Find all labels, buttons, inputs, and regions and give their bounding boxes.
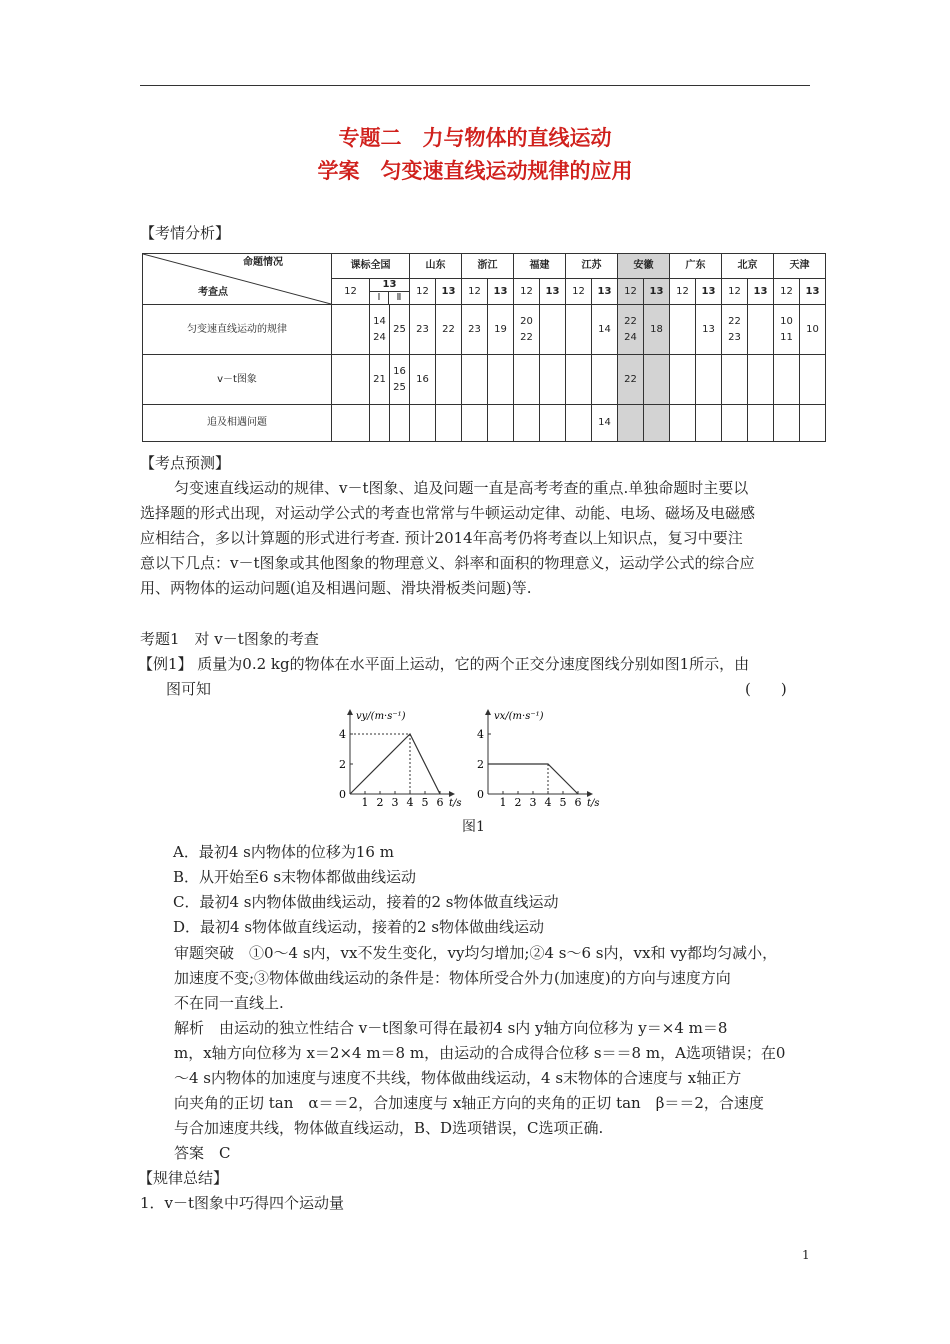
- table-cell: [514, 355, 540, 405]
- section-analysis: 【考情分析】: [140, 224, 231, 242]
- title-main: 专题二 力与物体的直线运动: [338, 126, 612, 150]
- table-cell: [436, 405, 462, 442]
- table-cell: 18: [644, 305, 670, 355]
- table-row: [143, 405, 826, 442]
- option-d: D．最初4 s物体做直线运动，接着的2 s物体做曲线运动: [173, 918, 545, 936]
- analysis-line: 不在同一直线上.: [174, 994, 284, 1012]
- year-header: 13: [592, 279, 618, 305]
- table-cell: [592, 355, 618, 405]
- x-tick-label: 6: [436, 796, 444, 809]
- year-header: 12: [410, 279, 436, 305]
- answer-brackets: ( ): [745, 680, 787, 698]
- year-13: 13: [382, 279, 397, 290]
- year-header: 13: [696, 279, 722, 305]
- x-tick-label: 3: [529, 796, 537, 809]
- table-cell: [332, 405, 370, 442]
- prediction-text: [140, 476, 812, 601]
- table-cell: [696, 355, 722, 405]
- table-cell: [488, 355, 514, 405]
- prediction-line: 意以下几点：v－t图象或其他图象的物理意义、斜率和面积的物理意义，运动学公式的综合应: [140, 554, 755, 572]
- prediction-line: 用、两物体的运动问题(追及相遇问题、滑块滑板类问题)等.: [140, 579, 532, 597]
- table-cell: 10: [800, 305, 826, 355]
- table-row: [143, 355, 826, 405]
- table-cell: 19: [488, 305, 514, 355]
- year-header: 12: [514, 279, 540, 305]
- x-tick-label: 2: [376, 796, 384, 809]
- year-I: Ⅰ: [370, 292, 389, 304]
- analysis-line: 审题突破 ①0～4 s内，vx不发生变化，vy均匀增加;②4 s～6 s内，vx和 vy都均匀减小，: [174, 944, 778, 962]
- table-cell: 22 24: [618, 305, 644, 355]
- table-cell: [332, 305, 370, 355]
- y-tick-label: 0: [477, 788, 484, 801]
- option-b: B．从开始至6 s末物体都做曲线运动: [173, 868, 417, 886]
- prediction-line: 应相结合，多以计算题的形式进行考查. 预计2014年高考仍将考查以上知识点，复习中要注: [140, 529, 743, 547]
- analysis-line: 答案 C: [174, 1144, 231, 1162]
- region-header: 广东: [670, 254, 722, 279]
- table-cell: 14 24: [370, 305, 390, 355]
- table-cell: [670, 355, 696, 405]
- year-header: 13: [748, 279, 774, 305]
- region-header: 安徽: [618, 254, 670, 279]
- table-cell: 14: [592, 305, 618, 355]
- y-axis-label: vx/(m·s⁻¹): [494, 711, 544, 722]
- table-cell: [514, 405, 540, 442]
- y-tick-label: 4: [339, 728, 346, 741]
- year-header: 12: [332, 279, 370, 305]
- summary-heading: 【规律总结】: [138, 1169, 229, 1187]
- table-cell: [462, 405, 488, 442]
- table-corner: [143, 254, 332, 305]
- year-header: 12: [462, 279, 488, 305]
- table-cell: 16 25: [390, 355, 410, 405]
- region-header: 北京: [722, 254, 774, 279]
- summary-item-1: 1．v－t图象中巧得四个运动量: [140, 1194, 345, 1212]
- table-cell: [800, 405, 826, 442]
- x-tick-label: 2: [514, 796, 522, 809]
- y-axis-arrow: [347, 709, 353, 715]
- option-a: A．最初4 s内物体的位移为16 m: [173, 843, 394, 861]
- year-header: 12: [566, 279, 592, 305]
- title-sub: 学案 匀变速直线运动规律的应用: [317, 159, 633, 183]
- region-header: 课标全国: [332, 254, 410, 279]
- section-prediction: 【考点预测】: [140, 454, 231, 472]
- y-tick-label: 4: [477, 728, 484, 741]
- table-cell: [800, 355, 826, 405]
- example-line2: 图可知: [166, 680, 212, 698]
- table-cell: 22: [618, 355, 644, 405]
- table-cell: [410, 405, 436, 442]
- vx-chart: [478, 705, 618, 810]
- x-tick-label: 6: [574, 796, 582, 809]
- table-cell: [644, 355, 670, 405]
- table-cell: [436, 355, 462, 405]
- year-header: 12: [774, 279, 800, 305]
- analysis-line: 解析 由运动的独立性结合 v－t图象可得在最初4 s内 y轴方向位移为 y＝×4 m＝8: [174, 1019, 728, 1037]
- prediction-line: 匀变速直线运动的规律、v－t图象、追及问题一直是高考考查的重点.单独命题时主要以: [174, 479, 749, 497]
- region-header: 山东: [410, 254, 462, 279]
- y-axis-label: vy/(m·s⁻¹): [356, 711, 406, 722]
- table-cell: [566, 405, 592, 442]
- year-header: [370, 279, 410, 305]
- x-axis-arrow: [449, 791, 455, 797]
- table-cell: 13: [696, 305, 722, 355]
- table-cell: [774, 405, 800, 442]
- table-cell: [370, 405, 390, 442]
- analysis-text: [174, 941, 814, 1166]
- series-line: [488, 764, 578, 794]
- table-cell: [644, 405, 670, 442]
- x-tick-label: 1: [361, 796, 369, 809]
- page-number: 1: [802, 1248, 810, 1262]
- y-tick-label: 0: [339, 788, 346, 801]
- x-axis-label: t/s: [449, 798, 462, 809]
- corner-top: 命题情况: [243, 257, 283, 268]
- x-tick-label: 5: [421, 796, 429, 809]
- table-cell: [696, 405, 722, 442]
- topic-heading: 考题1 对 v－t图象的考查: [140, 630, 319, 648]
- year-header: 12: [618, 279, 644, 305]
- table-cell: 10 11: [774, 305, 800, 355]
- vy-chart: [340, 705, 480, 810]
- corner-bottom: 考查点: [198, 287, 228, 298]
- year-header: 13: [644, 279, 670, 305]
- region-header: 浙江: [462, 254, 514, 279]
- x-tick-label: 4: [406, 796, 414, 809]
- table-cell: 25: [390, 305, 410, 355]
- example-line1: 【例1】 质量为0.2 kg的物体在水平面上运动，它的两个正交分速度图线分别如图1所示，由: [138, 655, 750, 673]
- region-header: 福建: [514, 254, 566, 279]
- year-header: 13: [800, 279, 826, 305]
- header-rule: [140, 85, 810, 86]
- table-cell: [748, 305, 774, 355]
- x-axis-label: t/s: [587, 798, 600, 809]
- year-header: 13: [540, 279, 566, 305]
- row-label: 追及相遇问题: [143, 405, 332, 442]
- table-cell: 21: [370, 355, 390, 405]
- table-row: [143, 305, 826, 355]
- exam-table: [142, 253, 826, 442]
- table-cell: [540, 305, 566, 355]
- table-cell: 22 23: [722, 305, 748, 355]
- region-header: 天津: [774, 254, 826, 279]
- y-tick-label: 2: [339, 758, 346, 771]
- table-cell: [748, 405, 774, 442]
- year-header: 13: [436, 279, 462, 305]
- analysis-line: m，x轴方向位移为 x＝2×4 m＝8 m，由运动的合成得合位移 s＝＝8 m，A选项错误；在0: [174, 1044, 786, 1062]
- option-c: C．最初4 s内物体做曲线运动，接着的2 s物体做直线运动: [173, 893, 559, 911]
- analysis-line: ～4 s内物体的加速度与速度不共线，物体做曲线运动，4 s末物体的合速度与 x轴正方: [174, 1069, 742, 1087]
- table-cell: [390, 405, 410, 442]
- series-line: [350, 734, 440, 794]
- table-cell: [566, 355, 592, 405]
- x-tick-label: 4: [544, 796, 552, 809]
- table-cell: [748, 355, 774, 405]
- year-II: Ⅱ: [396, 292, 402, 303]
- table-cell: [670, 305, 696, 355]
- x-axis-arrow: [587, 791, 593, 797]
- table-cell: [462, 355, 488, 405]
- analysis-line: 与合加速度共线，物体做直线运动，B、D选项错误，C选项正确.: [174, 1119, 604, 1137]
- row-label: v－t图象: [143, 355, 332, 405]
- year-header: 12: [722, 279, 748, 305]
- table-cell: 16: [410, 355, 436, 405]
- row-label: 匀变速直线运动的规律: [143, 305, 332, 355]
- table-cell: [566, 305, 592, 355]
- table-cell: [670, 405, 696, 442]
- table-cell: [722, 405, 748, 442]
- y-tick-label: 2: [477, 758, 484, 771]
- analysis-line: 加速度不变;③物体做曲线运动的条件是：物体所受合外力(加速度)的方向与速度方向: [174, 969, 731, 987]
- table-cell: 20 22: [514, 305, 540, 355]
- table-cell: [540, 355, 566, 405]
- table-cell: 22: [436, 305, 462, 355]
- x-tick-label: 1: [499, 796, 507, 809]
- table-cell: 23: [410, 305, 436, 355]
- table-cell: [618, 405, 644, 442]
- table-cell: [488, 405, 514, 442]
- figure-caption: 图1: [462, 819, 485, 835]
- year-header: 13: [488, 279, 514, 305]
- table-cell: [774, 355, 800, 405]
- table-cell: [540, 405, 566, 442]
- region-header: 江苏: [566, 254, 618, 279]
- table-cell: [722, 355, 748, 405]
- y-axis-arrow: [485, 709, 491, 715]
- year-header: 12: [670, 279, 696, 305]
- analysis-line: 向夹角的正切 tan α＝＝2，合加速度与 x轴正方向的夹角的正切 tan β＝＝2，合速度: [174, 1094, 764, 1112]
- table-cell: [332, 355, 370, 405]
- table-cell: 14: [592, 405, 618, 442]
- table-cell: 23: [462, 305, 488, 355]
- x-tick-label: 3: [391, 796, 399, 809]
- prediction-line: 选择题的形式出现，对运动学公式的考查也常常与牛顿运动定律、动能、电场、磁场及电磁感: [140, 504, 756, 522]
- x-tick-label: 5: [559, 796, 567, 809]
